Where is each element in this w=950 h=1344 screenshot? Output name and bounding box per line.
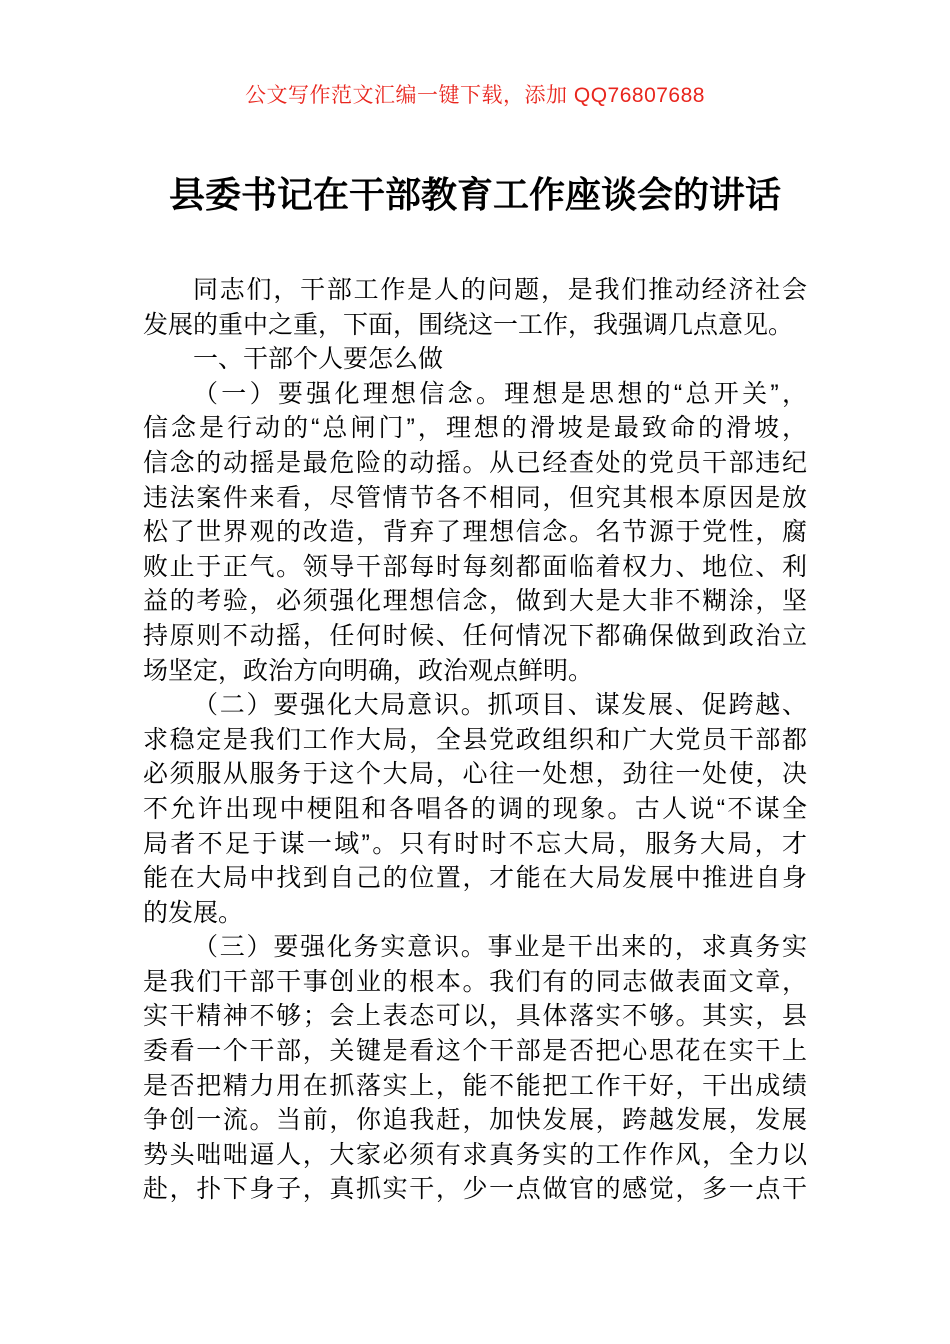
- body-line: 败止于正气。领导干部每时每刻都面临着权力、地位、利: [143, 552, 807, 581]
- document-body: [143, 273, 807, 1207]
- body-line: 发展的重中之重，下面，围绕这一工作，我强调几点意见。: [143, 310, 794, 339]
- body-line: （二）要强化大局意识。抓项目、谋发展、促跨越、: [193, 691, 807, 720]
- body-line: 持原则不动摇，任何时候、任何情况下都确保做到政治立: [143, 621, 807, 650]
- body-line: 争创一流。当前，你追我赶，加快发展，跨越发展，发展: [143, 1106, 807, 1135]
- body-line: 是否把精力用在抓落实上，能不能把工作干好，干出成绩: [143, 1071, 807, 1100]
- body-line: 同志们，干部工作是人的问题，是我们推动经济社会: [193, 276, 807, 304]
- body-line: 局者不足于谋一域”。只有时时不忘大局，服务大局，才: [143, 829, 807, 858]
- body-line: 能在大局中找到自己的位置，才能在大局发展中推进自身: [143, 864, 807, 893]
- body-line: 场坚定，政治方向明确，政治观点鲜明。: [143, 656, 594, 685]
- body-line: 赴，扑下身子，真抓实干，少一点做官的感觉，多一点干: [143, 1175, 807, 1204]
- body-line: 实干精神不够；会上表态可以，具体落实不够。其实，县: [143, 1002, 807, 1031]
- body-line: 的发展。: [143, 898, 244, 927]
- body-line: 益的考验，必须强化理想信念，做到大是大非不糊涂，坚: [143, 587, 807, 616]
- page-title: 县委书记在干部教育工作座谈会的讲话: [168, 174, 781, 215]
- body-line: 信念是行动的“总闸门”，理想的滑坡是最致命的滑坡，: [143, 414, 807, 443]
- body-line: 必须服从服务于这个大局，心往一处想，劲往一处使，决: [143, 760, 807, 789]
- body-line: 松了世界观的改造，背弃了理想信念。名节源于党性，腐: [143, 518, 807, 547]
- body-line: 信念的动摇是最危险的动摇。从已经查处的党员干部违纪: [143, 448, 807, 477]
- body-line: 委看一个干部，关键是看这个干部是否把心思花在实干上: [143, 1037, 807, 1066]
- body-line: 违法案件来看，尽管情节各不相同，但究其根本原因是放: [143, 483, 807, 512]
- body-line: （三）要强化务实意识。事业是干出来的，求真务实: [193, 933, 807, 962]
- body-line: 是我们干部干事创业的根本。我们有的同志做表面文章，: [143, 967, 807, 996]
- section-heading: 一、干部个人要怎么做: [193, 345, 444, 374]
- body-line: 势头咄咄逼人，大家必须有求真务实的工作作风，全力以: [143, 1140, 807, 1169]
- body-line: （一）要强化理想信念。理想是思想的“总开关”，: [193, 379, 807, 408]
- body-line: 求稳定是我们工作大局，全县党政组织和广大党员干部都: [143, 725, 807, 754]
- header-ad: 公文写作范文汇编一键下载，添加 QQ76807688: [245, 84, 705, 107]
- body-line: 不允许出现中梗阻和各唱各的调的现象。古人说“不谋全: [143, 794, 807, 823]
